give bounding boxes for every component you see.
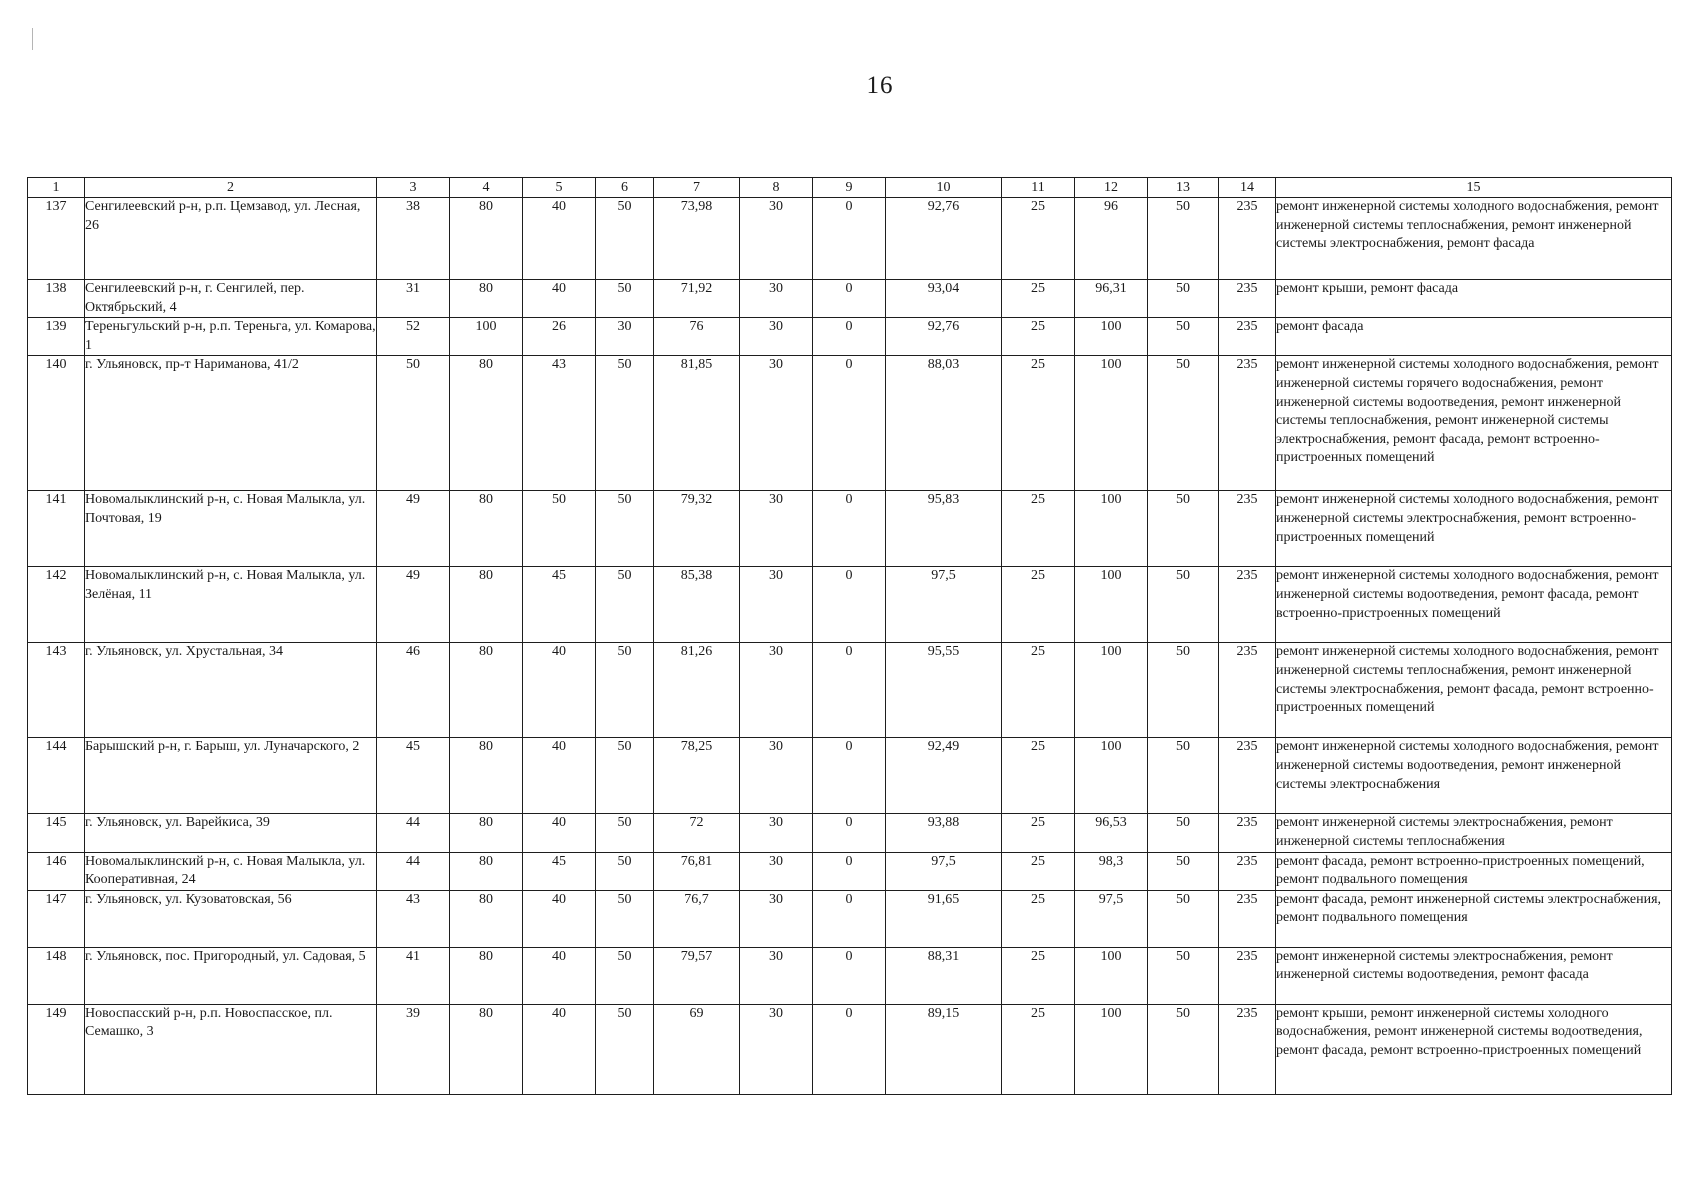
- address-cell: г. Ульяновск, ул. Кузоватовская, 56: [85, 890, 377, 947]
- works-cell: ремонт инженерной системы холодного водоснабжения, ремонт инженерной системы водоотведения, ремонт фасада, ремонт встроенно-пристроенных помещений: [1276, 567, 1672, 643]
- column-header: 5: [523, 178, 596, 198]
- value-cell: 91,65: [886, 890, 1002, 947]
- row-number-cell: 143: [28, 643, 85, 738]
- value-cell: 95,55: [886, 643, 1002, 738]
- works-cell: ремонт инженерной системы холодного водоснабжения, ремонт инженерной системы теплоснабжения, ремонт инженерной системы электроснабжения, ремонт фасада: [1276, 198, 1672, 280]
- value-cell: 40: [523, 947, 596, 1004]
- works-cell: ремонт инженерной системы холодного водоснабжения, ремонт инженерной системы горячего водоснабжения, ремонт инженерной системы водоотведения, ремонт инженерной системы теплоснабжения, ремонт инженерной системы электроснабжения, ремонт фасада, ремонт встроенно-пристроенных помещений: [1276, 356, 1672, 491]
- value-cell: 40: [523, 890, 596, 947]
- table-row: [28, 1004, 1672, 1094]
- value-cell: 31: [377, 280, 450, 318]
- column-header: 1: [28, 178, 85, 198]
- value-cell: 50: [596, 1004, 654, 1094]
- value-cell: 25: [1002, 280, 1075, 318]
- value-cell: 25: [1002, 198, 1075, 280]
- value-cell: 44: [377, 814, 450, 852]
- value-cell: 30: [740, 318, 813, 356]
- column-header: 4: [450, 178, 523, 198]
- row-number-cell: 148: [28, 947, 85, 1004]
- value-cell: 0: [813, 356, 886, 491]
- table-row: [28, 198, 1672, 280]
- value-cell: 80: [450, 947, 523, 1004]
- value-cell: 50: [596, 738, 654, 814]
- value-cell: 80: [450, 356, 523, 491]
- value-cell: 40: [523, 814, 596, 852]
- works-cell: ремонт фасада: [1276, 318, 1672, 356]
- value-cell: 50: [1148, 738, 1219, 814]
- value-cell: 89,15: [886, 1004, 1002, 1094]
- row-number-cell: 138: [28, 280, 85, 318]
- value-cell: 50: [596, 814, 654, 852]
- address-cell: г. Ульяновск, ул. Варейкиса, 39: [85, 814, 377, 852]
- row-number-cell: 149: [28, 1004, 85, 1094]
- column-header: 6: [596, 178, 654, 198]
- value-cell: 100: [450, 318, 523, 356]
- value-cell: 80: [450, 280, 523, 318]
- value-cell: 25: [1002, 491, 1075, 567]
- value-cell: 0: [813, 318, 886, 356]
- address-cell: Сенгилеевский р-н, г. Сенгилей, пер. Октябрьский, 4: [85, 280, 377, 318]
- value-cell: 30: [740, 567, 813, 643]
- value-cell: 235: [1219, 890, 1276, 947]
- value-cell: 80: [450, 1004, 523, 1094]
- value-cell: 30: [740, 643, 813, 738]
- table-row: [28, 280, 1672, 318]
- value-cell: 80: [450, 814, 523, 852]
- value-cell: 80: [450, 738, 523, 814]
- value-cell: 73,98: [654, 198, 740, 280]
- value-cell: 50: [596, 643, 654, 738]
- works-cell: ремонт инженерной системы электроснабжения, ремонт инженерной системы водоотведения, ремонт фасада: [1276, 947, 1672, 1004]
- value-cell: 78,25: [654, 738, 740, 814]
- value-cell: 38: [377, 198, 450, 280]
- column-header: 10: [886, 178, 1002, 198]
- value-cell: 50: [1148, 567, 1219, 643]
- value-cell: 40: [523, 280, 596, 318]
- value-cell: 50: [1148, 198, 1219, 280]
- works-cell: ремонт инженерной системы холодного водоснабжения, ремонт инженерной системы электроснабжения, ремонт встроенно-пристроенных помещений: [1276, 491, 1672, 567]
- value-cell: 0: [813, 643, 886, 738]
- value-cell: 30: [740, 198, 813, 280]
- value-cell: 80: [450, 643, 523, 738]
- value-cell: 95,83: [886, 491, 1002, 567]
- table-row: [28, 318, 1672, 356]
- address-cell: Новомалыклинский р-н, с. Новая Малыкла, ул. Почтовая, 19: [85, 491, 377, 567]
- value-cell: 46: [377, 643, 450, 738]
- row-number-cell: 139: [28, 318, 85, 356]
- row-number-cell: 140: [28, 356, 85, 491]
- value-cell: 50: [1148, 491, 1219, 567]
- value-cell: 235: [1219, 852, 1276, 890]
- value-cell: 50: [1148, 280, 1219, 318]
- value-cell: 76: [654, 318, 740, 356]
- table-row: [28, 890, 1672, 947]
- value-cell: 45: [377, 738, 450, 814]
- value-cell: 0: [813, 947, 886, 1004]
- value-cell: 0: [813, 814, 886, 852]
- value-cell: 0: [813, 852, 886, 890]
- table-row: [28, 852, 1672, 890]
- value-cell: 50: [1148, 1004, 1219, 1094]
- value-cell: 76,81: [654, 852, 740, 890]
- table-row: [28, 356, 1672, 491]
- value-cell: 25: [1002, 567, 1075, 643]
- value-cell: 0: [813, 491, 886, 567]
- column-header: 9: [813, 178, 886, 198]
- value-cell: 80: [450, 852, 523, 890]
- value-cell: 235: [1219, 1004, 1276, 1094]
- row-number-cell: 142: [28, 567, 85, 643]
- value-cell: 92,76: [886, 198, 1002, 280]
- value-cell: 40: [523, 643, 596, 738]
- value-cell: 40: [523, 738, 596, 814]
- address-cell: Сенгилеевский р-н, р.п. Цемзавод, ул. Лесная, 26: [85, 198, 377, 280]
- value-cell: 45: [523, 567, 596, 643]
- value-cell: 235: [1219, 356, 1276, 491]
- value-cell: 50: [596, 280, 654, 318]
- works-cell: ремонт инженерной системы холодного водоснабжения, ремонт инженерной системы теплоснабжения, ремонт инженерной системы электроснабжения, ремонт фасада, ремонт встроенно-пристроенных помещений: [1276, 643, 1672, 738]
- value-cell: 235: [1219, 643, 1276, 738]
- value-cell: 97,5: [1075, 890, 1148, 947]
- value-cell: 50: [596, 852, 654, 890]
- column-header: 11: [1002, 178, 1075, 198]
- address-cell: Новомалыклинский р-н, с. Новая Малыкла, ул. Кооперативная, 24: [85, 852, 377, 890]
- value-cell: 85,38: [654, 567, 740, 643]
- value-cell: 0: [813, 280, 886, 318]
- value-cell: 100: [1075, 567, 1148, 643]
- address-cell: г. Ульяновск, пос. Пригородный, ул. Садовая, 5: [85, 947, 377, 1004]
- value-cell: 235: [1219, 280, 1276, 318]
- value-cell: 50: [596, 567, 654, 643]
- value-cell: 235: [1219, 738, 1276, 814]
- scan-edge-mark: [32, 28, 33, 50]
- value-cell: 88,31: [886, 947, 1002, 1004]
- row-number-cell: 141: [28, 491, 85, 567]
- table-row: [28, 643, 1672, 738]
- value-cell: 43: [377, 890, 450, 947]
- value-cell: 30: [596, 318, 654, 356]
- value-cell: 50: [1148, 890, 1219, 947]
- value-cell: 50: [596, 356, 654, 491]
- row-number-cell: 147: [28, 890, 85, 947]
- works-cell: ремонт инженерной системы холодного водоснабжения, ремонт инженерной системы водоотведения, ремонт инженерной системы электроснабжения: [1276, 738, 1672, 814]
- value-cell: 50: [596, 198, 654, 280]
- value-cell: 50: [1148, 643, 1219, 738]
- works-cell: ремонт крыши, ремонт инженерной системы холодного водоснабжения, ремонт инженерной системы водоотведения, ремонт фасада, ремонт встроенно-пристроенных помещений: [1276, 1004, 1672, 1094]
- value-cell: 79,32: [654, 491, 740, 567]
- value-cell: 50: [1148, 947, 1219, 1004]
- value-cell: 96: [1075, 198, 1148, 280]
- value-cell: 76,7: [654, 890, 740, 947]
- value-cell: 100: [1075, 356, 1148, 491]
- address-cell: Барышский р-н, г. Барыш, ул. Луначарского, 2: [85, 738, 377, 814]
- value-cell: 0: [813, 738, 886, 814]
- value-cell: 235: [1219, 814, 1276, 852]
- value-cell: 72: [654, 814, 740, 852]
- value-cell: 50: [377, 356, 450, 491]
- value-cell: 235: [1219, 567, 1276, 643]
- value-cell: 92,76: [886, 318, 1002, 356]
- works-cell: ремонт инженерной системы электроснабжения, ремонт инженерной системы теплоснабжения: [1276, 814, 1672, 852]
- column-header: 3: [377, 178, 450, 198]
- table-row: [28, 947, 1672, 1004]
- page-number: 16: [866, 72, 894, 99]
- value-cell: 235: [1219, 947, 1276, 1004]
- value-cell: 30: [740, 814, 813, 852]
- value-cell: 50: [1148, 356, 1219, 491]
- column-header: 14: [1219, 178, 1276, 198]
- column-header: 2: [85, 178, 377, 198]
- value-cell: 100: [1075, 738, 1148, 814]
- value-cell: 30: [740, 491, 813, 567]
- row-number-cell: 144: [28, 738, 85, 814]
- value-cell: 30: [740, 356, 813, 491]
- value-cell: 25: [1002, 1004, 1075, 1094]
- value-cell: 92,49: [886, 738, 1002, 814]
- value-cell: 100: [1075, 318, 1148, 356]
- value-cell: 235: [1219, 318, 1276, 356]
- value-cell: 0: [813, 198, 886, 280]
- table-row: [28, 491, 1672, 567]
- value-cell: 100: [1075, 491, 1148, 567]
- works-cell: ремонт фасада, ремонт встроенно-пристроенных помещений, ремонт подвального помещения: [1276, 852, 1672, 890]
- value-cell: 50: [1148, 318, 1219, 356]
- value-cell: 41: [377, 947, 450, 1004]
- value-cell: 40: [523, 198, 596, 280]
- value-cell: 0: [813, 567, 886, 643]
- value-cell: 39: [377, 1004, 450, 1094]
- value-cell: 50: [596, 947, 654, 1004]
- value-cell: 30: [740, 890, 813, 947]
- address-cell: г. Ульяновск, пр-т Нариманова, 41/2: [85, 356, 377, 491]
- value-cell: 0: [813, 890, 886, 947]
- value-cell: 96,53: [1075, 814, 1148, 852]
- value-cell: 235: [1219, 491, 1276, 567]
- column-header: 15: [1276, 178, 1672, 198]
- value-cell: 81,26: [654, 643, 740, 738]
- value-cell: 100: [1075, 1004, 1148, 1094]
- value-cell: 49: [377, 491, 450, 567]
- value-cell: 71,92: [654, 280, 740, 318]
- value-cell: 98,3: [1075, 852, 1148, 890]
- value-cell: 50: [596, 890, 654, 947]
- value-cell: 25: [1002, 356, 1075, 491]
- value-cell: 30: [740, 947, 813, 1004]
- value-cell: 25: [1002, 643, 1075, 738]
- value-cell: 30: [740, 1004, 813, 1094]
- value-cell: 235: [1219, 198, 1276, 280]
- column-header: 12: [1075, 178, 1148, 198]
- value-cell: 93,04: [886, 280, 1002, 318]
- row-number-cell: 146: [28, 852, 85, 890]
- value-cell: 69: [654, 1004, 740, 1094]
- value-cell: 25: [1002, 738, 1075, 814]
- row-number-cell: 137: [28, 198, 85, 280]
- value-cell: 30: [740, 852, 813, 890]
- value-cell: 0: [813, 1004, 886, 1094]
- value-cell: 50: [596, 491, 654, 567]
- value-cell: 93,88: [886, 814, 1002, 852]
- value-cell: 44: [377, 852, 450, 890]
- value-cell: 30: [740, 280, 813, 318]
- table-row: [28, 814, 1672, 852]
- value-cell: 96,31: [1075, 280, 1148, 318]
- value-cell: 88,03: [886, 356, 1002, 491]
- value-cell: 40: [523, 1004, 596, 1094]
- address-cell: Тереньгульский р-н, р.п. Тереньга, ул. Комарова, 1: [85, 318, 377, 356]
- column-header: 7: [654, 178, 740, 198]
- works-cell: ремонт фасада, ремонт инженерной системы электроснабжения, ремонт подвального помещения: [1276, 890, 1672, 947]
- value-cell: 97,5: [886, 567, 1002, 643]
- value-cell: 100: [1075, 643, 1148, 738]
- value-cell: 97,5: [886, 852, 1002, 890]
- value-cell: 30: [740, 738, 813, 814]
- value-cell: 52: [377, 318, 450, 356]
- value-cell: 25: [1002, 852, 1075, 890]
- table-row: [28, 738, 1672, 814]
- value-cell: 81,85: [654, 356, 740, 491]
- value-cell: 45: [523, 852, 596, 890]
- value-cell: 25: [1002, 890, 1075, 947]
- address-cell: Новомалыклинский р-н, с. Новая Малыкла, ул. Зелёная, 11: [85, 567, 377, 643]
- value-cell: 79,57: [654, 947, 740, 1004]
- address-cell: г. Ульяновск, ул. Хрустальная, 34: [85, 643, 377, 738]
- repair-program-table: [27, 177, 1672, 1095]
- value-cell: 100: [1075, 947, 1148, 1004]
- value-cell: 80: [450, 491, 523, 567]
- value-cell: 50: [1148, 852, 1219, 890]
- table-row: [28, 567, 1672, 643]
- value-cell: 50: [1148, 814, 1219, 852]
- works-cell: ремонт крыши, ремонт фасада: [1276, 280, 1672, 318]
- value-cell: 80: [450, 890, 523, 947]
- value-cell: 49: [377, 567, 450, 643]
- column-header: 8: [740, 178, 813, 198]
- value-cell: 43: [523, 356, 596, 491]
- row-number-cell: 145: [28, 814, 85, 852]
- column-header: 13: [1148, 178, 1219, 198]
- value-cell: 26: [523, 318, 596, 356]
- value-cell: 25: [1002, 318, 1075, 356]
- column-number-row: [28, 178, 1672, 198]
- value-cell: 80: [450, 198, 523, 280]
- value-cell: 25: [1002, 947, 1075, 1004]
- address-cell: Новоспасский р-н, р.п. Новоспасское, пл. Семашко, 3: [85, 1004, 377, 1094]
- value-cell: 25: [1002, 814, 1075, 852]
- value-cell: 50: [523, 491, 596, 567]
- value-cell: 80: [450, 567, 523, 643]
